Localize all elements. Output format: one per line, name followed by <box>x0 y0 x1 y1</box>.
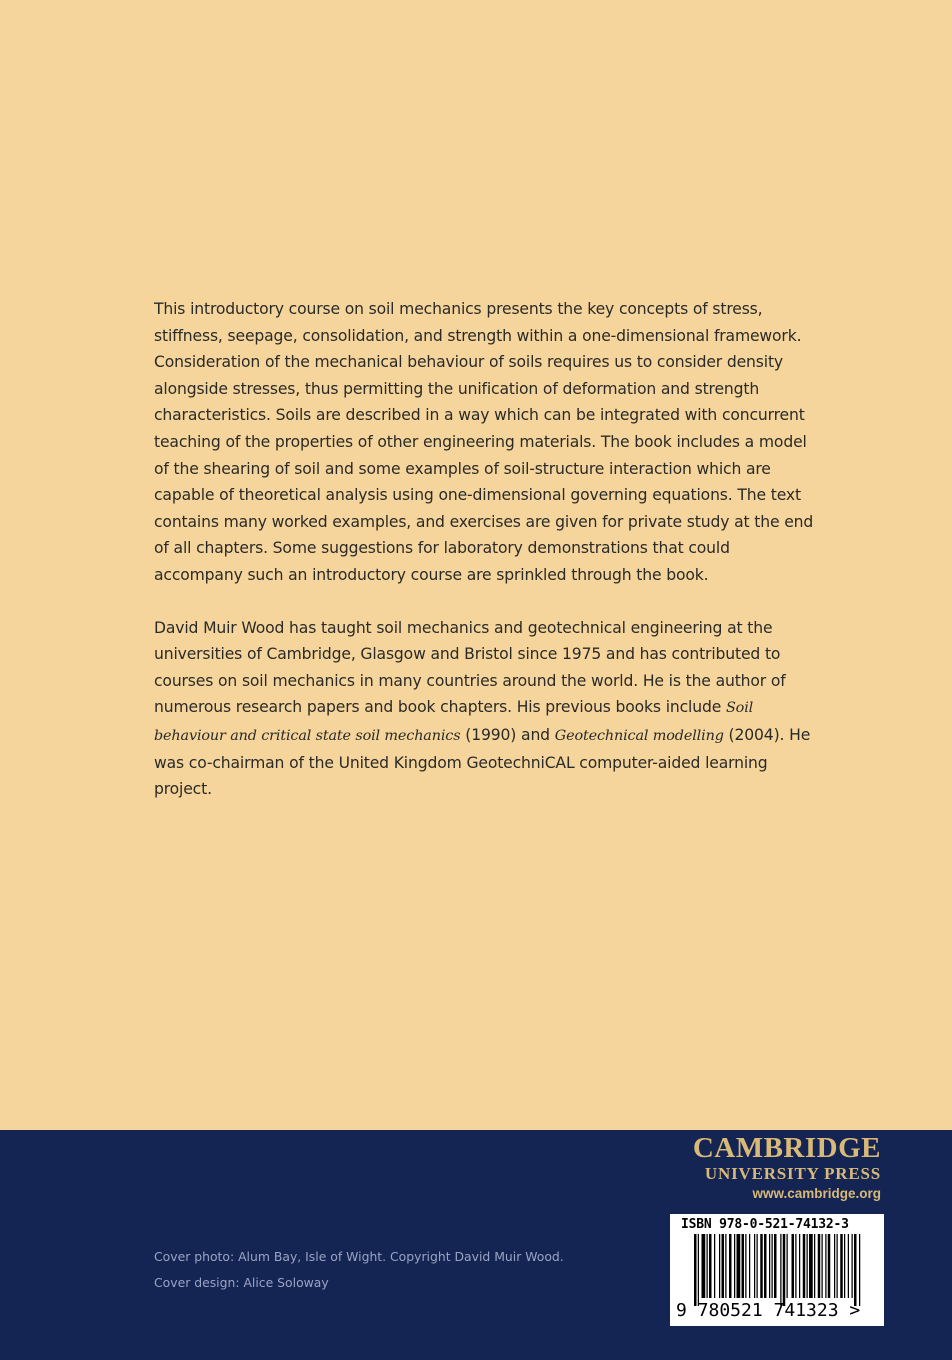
barcode-bar <box>772 1234 773 1298</box>
publisher-subtitle: UNIVERSITY PRESS <box>704 1164 881 1183</box>
barcode-bar <box>722 1234 725 1298</box>
barcode-bar <box>760 1234 763 1298</box>
book-title-2: Geotechnical modelling <box>554 727 724 744</box>
barcode-bar <box>709 1234 712 1298</box>
author-bio-paragraph <box>154 615 814 803</box>
cover-photo-credit: Cover photo: Alum Bay, Isle of Wight. Copyright David Muir Wood. <box>154 1249 564 1264</box>
publisher-url: www.cambridge.org <box>752 1186 881 1201</box>
barcode-bar <box>828 1234 831 1298</box>
barcode-bar <box>814 1234 815 1298</box>
barcode-bar <box>844 1234 845 1298</box>
barcode-bars <box>694 1234 862 1306</box>
barcode-bar <box>769 1234 770 1298</box>
barcode-bar <box>742 1234 745 1298</box>
barcode-bar <box>719 1234 720 1298</box>
back-cover-blurb <box>154 296 814 803</box>
barcode-bar <box>694 1234 697 1306</box>
barcode-bar <box>854 1234 857 1306</box>
barcode-bar <box>840 1234 843 1298</box>
barcode-bar <box>745 1234 746 1298</box>
barcode-bar <box>774 1234 777 1298</box>
barcode-bar <box>792 1234 795 1298</box>
barcode-bar <box>737 1234 741 1298</box>
barcode-bar <box>859 1234 860 1306</box>
course-description-paragraph: This introductory course on soil mechanics presents the key concepts of stress, stiffness, seepage, consolidation, and strength within a one-dimensional framework. Consideration of the mechanical behaviour of soils requires us to consider density alongside stresses, thus permitting the unification of deformation and strength characteristics. Soils are described in a way which can be integrated with concurrent teaching of the properties of other engineering materials. The book includes a model of the shearing of soil and some examples of soil-structure interaction which are capable of theoretical analysis using one-dimensional governing equations. The text contains many worked examples, and exercises are given for private study at the end of all chapters. Some suggestions for laboratory demonstrations that could accompany such an introductory course are sprinkled through the book. <box>154 300 814 584</box>
author-bio-text-1: David Muir Wood has taught soil mechanics and geotechnical engineering at the universities of Cambridge, Glasgow and Bristol since 1975 and has contributed to courses on soil mechanics in many countries around the world. He is the author of numerous research papers and book chapters. His previous books include <box>154 618 786 717</box>
barcode-bar <box>795 1234 796 1298</box>
barcode-bar <box>803 1234 806 1298</box>
barcode-bar <box>764 1234 767 1298</box>
barcode-bar <box>787 1234 788 1298</box>
barcode-bar <box>749 1234 750 1298</box>
barcode-bar <box>702 1234 706 1298</box>
barcode-bar <box>754 1234 755 1298</box>
author-bio-text-2: (1990) and <box>460 725 555 744</box>
author-bio-text-3: (2004). He was co-chairman of the United Kingdom GeotechniCAL computer-aided learning project. <box>154 725 811 799</box>
publisher-logo <box>693 1133 881 1203</box>
cover-design-credit: Cover design: Alice Soloway <box>154 1275 329 1290</box>
publisher-name: CAMBRIDGE <box>692 1132 881 1164</box>
barcode-bar <box>807 1234 808 1298</box>
barcode-bar <box>698 1234 699 1306</box>
barcode-bar <box>783 1234 786 1306</box>
barcode-bar <box>848 1234 849 1298</box>
cover-credits <box>154 1244 564 1296</box>
barcode-panel <box>670 1214 884 1326</box>
barcode-bar <box>707 1234 708 1298</box>
barcode-bar <box>852 1234 853 1298</box>
barcode-bar <box>734 1234 735 1298</box>
barcode-bar <box>780 1234 781 1306</box>
barcode-bar <box>714 1234 715 1298</box>
barcode-bar <box>818 1234 821 1298</box>
barcode-bar <box>809 1234 813 1298</box>
barcode-bar <box>825 1234 826 1298</box>
barcode-bar <box>725 1234 726 1298</box>
barcode-bar <box>757 1234 758 1298</box>
barcode-bar <box>729 1234 732 1298</box>
book-title-1: Soil behaviour and critical state soil mechanics <box>154 700 754 744</box>
barcode-bar <box>822 1234 823 1298</box>
barcode-bar <box>799 1234 800 1298</box>
barcode-bar <box>834 1234 835 1298</box>
barcode-bar <box>837 1234 838 1298</box>
barcode-digits: 9 780521 741323 > <box>676 1300 861 1321</box>
isbn-label: ISBN 978-0-521-74132-3 <box>681 1217 849 1232</box>
